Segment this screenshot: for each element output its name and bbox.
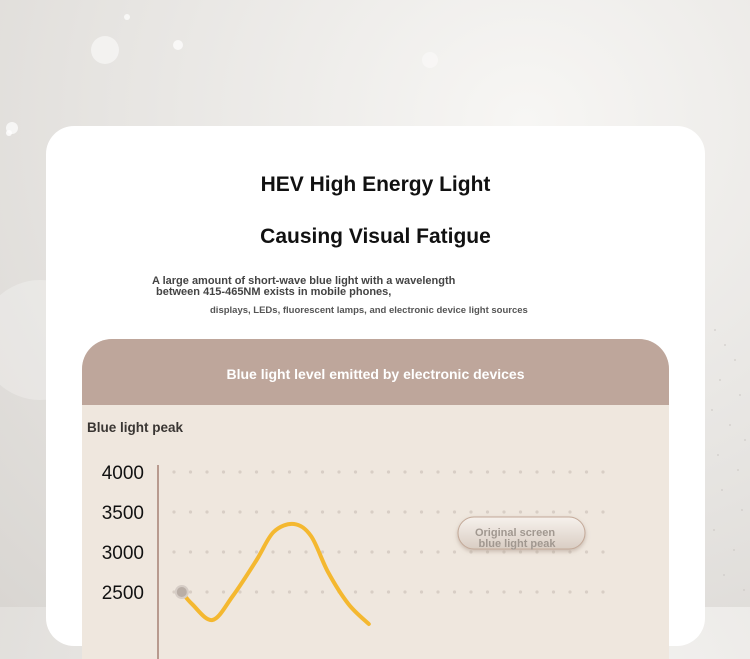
grid-dot xyxy=(387,510,390,513)
description-line-3: displays, LEDs, fluorescent lamps, and electronic device light sources xyxy=(210,305,528,316)
grid-dot xyxy=(271,470,274,473)
grid-dot xyxy=(420,510,423,513)
grid-dot xyxy=(552,510,555,513)
grid-dot xyxy=(568,470,571,473)
grid-dot xyxy=(519,510,522,513)
grid-dot xyxy=(403,590,406,593)
grid-dot xyxy=(370,590,373,593)
grid-dot xyxy=(469,550,472,553)
grid-dot xyxy=(304,470,307,473)
grid-dot xyxy=(486,550,489,553)
grid-dot xyxy=(585,550,588,553)
grid-dot xyxy=(288,470,291,473)
grid-dot xyxy=(502,550,505,553)
grid-dot xyxy=(189,510,192,513)
grid-dot xyxy=(387,550,390,553)
grid-dot xyxy=(568,550,571,553)
grid-dot xyxy=(354,550,357,553)
grid-dot xyxy=(222,510,225,513)
grid-dot xyxy=(486,470,489,473)
grid-dot xyxy=(304,590,307,593)
grid-dot xyxy=(453,470,456,473)
grid-dot xyxy=(469,510,472,513)
grid-dot xyxy=(535,550,538,553)
grid-dot xyxy=(601,510,604,513)
grid-dot xyxy=(337,510,340,513)
description-line-2: between 415-465NM exists in mobile phones, xyxy=(156,286,392,298)
grid-dot xyxy=(255,470,258,473)
grid-dot xyxy=(238,590,241,593)
grid-dot xyxy=(502,590,505,593)
grid-dot xyxy=(519,590,522,593)
y-tick-label: 3000 xyxy=(101,543,144,564)
grid-dot xyxy=(288,550,291,553)
grid-dot xyxy=(238,510,241,513)
grid-dot xyxy=(288,510,291,513)
grid-dot xyxy=(172,510,175,513)
blue-light-chart xyxy=(82,339,669,659)
grid-dot xyxy=(519,550,522,553)
description-block xyxy=(152,276,455,298)
grid-dot xyxy=(453,510,456,513)
grid-dot xyxy=(271,510,274,513)
grid-dot xyxy=(469,470,472,473)
grid-dot xyxy=(486,590,489,593)
grid-dot xyxy=(453,550,456,553)
grid-dot xyxy=(403,550,406,553)
grid-dot xyxy=(321,510,324,513)
grid-dot xyxy=(585,470,588,473)
grid-dot xyxy=(519,470,522,473)
title-line-1: HEV High Energy Light xyxy=(260,173,491,196)
grid-dot xyxy=(502,510,505,513)
grid-dot xyxy=(535,510,538,513)
grid-dot xyxy=(552,590,555,593)
grid-dot xyxy=(436,550,439,553)
grid-dot xyxy=(436,470,439,473)
panel-title: Blue light level emitted by electronic devices xyxy=(82,339,669,405)
grid-dot xyxy=(370,470,373,473)
grid-dot xyxy=(321,590,324,593)
grid-dot xyxy=(271,550,274,553)
grid-dot xyxy=(370,550,373,553)
grid-dot xyxy=(205,470,208,473)
grid-dot xyxy=(222,470,225,473)
grid-dot xyxy=(271,590,274,593)
grid-dot xyxy=(568,590,571,593)
series-curve xyxy=(182,524,369,624)
grid-dot xyxy=(205,510,208,513)
grid-dot xyxy=(172,470,175,473)
grid-dot xyxy=(205,590,208,593)
grid-dot xyxy=(189,590,192,593)
grid-dot xyxy=(601,550,604,553)
grid-dot xyxy=(585,510,588,513)
callout-line-1: Original screen xyxy=(474,527,556,539)
grid-dot xyxy=(354,470,357,473)
grid-dot xyxy=(436,510,439,513)
grid-dot xyxy=(420,590,423,593)
grid-dot xyxy=(354,510,357,513)
grid-dot xyxy=(552,550,555,553)
grid-dot xyxy=(403,510,406,513)
grid-dot xyxy=(354,590,357,593)
grid-dot xyxy=(535,590,538,593)
grid-dot xyxy=(370,510,373,513)
grid-dot xyxy=(585,590,588,593)
grid-dot xyxy=(420,550,423,553)
grid-dot xyxy=(238,470,241,473)
y-tick-label: 4000 xyxy=(101,463,144,484)
grid-dot xyxy=(387,470,390,473)
grid-dot xyxy=(568,510,571,513)
grid-dot xyxy=(453,590,456,593)
grid-dot xyxy=(436,590,439,593)
y-tick-label: 2500 xyxy=(101,583,144,604)
grid-dot xyxy=(535,470,538,473)
grid-dot xyxy=(321,470,324,473)
grid-dot xyxy=(205,550,208,553)
description-line-1: A large amount of short-wave blue light with a wavelength xyxy=(152,275,456,287)
title-line-2: Causing Visual Fatigue xyxy=(260,225,491,248)
grid-dot xyxy=(172,550,175,553)
grid-dot xyxy=(420,470,423,473)
grid-dot xyxy=(601,470,604,473)
grid-dot xyxy=(222,590,225,593)
info-card xyxy=(46,126,705,646)
grid-dot xyxy=(255,510,258,513)
series-start-point xyxy=(176,586,188,598)
grid-dot xyxy=(601,590,604,593)
y-axis-label: Blue light peak xyxy=(87,420,184,435)
grid-dot xyxy=(304,550,307,553)
grid-dot xyxy=(337,470,340,473)
grid-dot xyxy=(222,550,225,553)
grid-dot xyxy=(189,550,192,553)
grid-dot xyxy=(189,470,192,473)
grid-dot xyxy=(403,470,406,473)
grid-dot xyxy=(304,510,307,513)
grid-dot xyxy=(387,590,390,593)
grid-dot xyxy=(288,590,291,593)
grid-dot xyxy=(552,470,555,473)
grid-dot xyxy=(337,550,340,553)
grid-dot xyxy=(469,590,472,593)
grid-dot xyxy=(255,550,258,553)
callout-line-2: blue light peak xyxy=(478,538,556,550)
grid-dot xyxy=(502,470,505,473)
y-tick-label: 3500 xyxy=(101,503,144,524)
grid-dot xyxy=(255,590,258,593)
grid-dot xyxy=(238,550,241,553)
grid-dot xyxy=(486,510,489,513)
chart-panel xyxy=(82,339,669,659)
